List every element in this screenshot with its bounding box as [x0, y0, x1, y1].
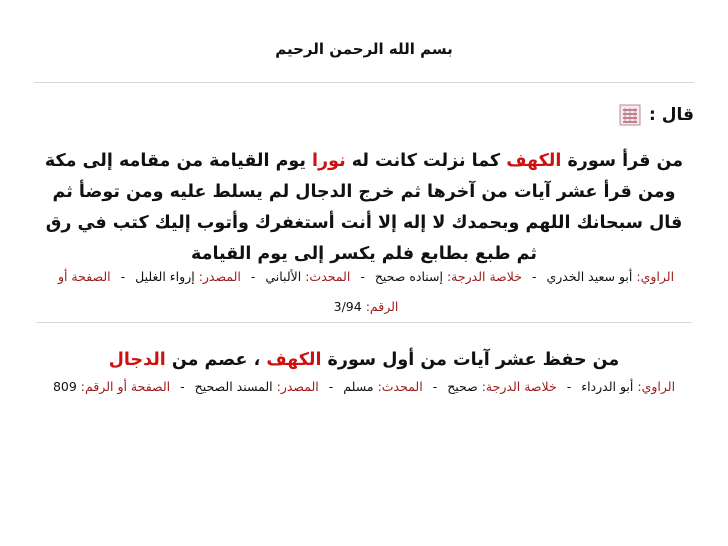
- hadith1-metadata: [50, 262, 682, 322]
- hadith2-part1: من حفظ عشر آيات من أول سورة: [327, 350, 620, 370]
- source-label: المصدر:: [276, 379, 319, 394]
- source-value: المسند الصحيح: [194, 379, 273, 394]
- hadith-text-2: [40, 350, 688, 370]
- hadith1-part3: يوم القيامة من مقامه إلى مكة ومن قرأ عشر آيات من آخرها ثم خرج الدجال لم يسلط عليه ومن توضأ ثم قال سبحانك اللهم وبحمدك لا إله إلا أنت أستغفرك وأتوب إليك كتب في رق ثم طبع بطابع فلم يكسر إلى يوم القيامة: [44, 151, 683, 264]
- separator-dash: -: [531, 269, 537, 284]
- hadith1-keyword-nur: نورا: [312, 151, 346, 171]
- divider-middle: [36, 322, 692, 323]
- separator-dash: -: [120, 269, 126, 284]
- separator-dash: -: [360, 269, 365, 284]
- hadith2-part2: ، عصم من: [171, 350, 261, 370]
- separator-dash: -: [250, 269, 256, 284]
- source-label: المصدر:: [198, 269, 241, 284]
- divider-top: [34, 82, 694, 83]
- grade-label: خلاصة الدرجة:: [481, 379, 557, 394]
- scholar-label: المحدث:: [377, 379, 423, 394]
- separator-dash: -: [328, 379, 334, 394]
- grade-value: إسناده صحيح: [374, 269, 443, 284]
- narrator-label: الراوي:: [637, 379, 676, 394]
- hadith-text-1: [40, 146, 688, 270]
- page-value: 809: [52, 379, 77, 394]
- hadith2-keyword-dajjal: الدجال: [108, 350, 166, 370]
- grade-label: خلاصة الدرجة:: [446, 269, 522, 284]
- basmala-heading: بسم الله الرحمن الرحيم: [275, 40, 453, 58]
- separator-dash: -: [566, 379, 572, 394]
- narrator-value: أبو سعيد الخدري: [546, 269, 633, 284]
- page-label: الصفحة أو الرقم:: [57, 269, 399, 314]
- hadith1-part2: كما نزلت كانت له: [351, 151, 501, 171]
- page-label: الصفحة أو الرقم:: [80, 379, 171, 394]
- hadith1-keyword-kahf: الكهف: [506, 151, 562, 171]
- page-value: 3/94: [333, 299, 362, 314]
- source-value: إرواء الغليل: [135, 269, 195, 284]
- hadith2-metadata: [40, 372, 688, 402]
- hadith2-keyword-kahf: الكهف: [266, 350, 322, 370]
- scholar-label: المحدث:: [305, 269, 351, 284]
- narrator-label: الراوي:: [636, 269, 675, 284]
- separator-dash: -: [432, 379, 438, 394]
- scholar-value: الألباني: [265, 269, 302, 284]
- scholar-value: مسلم: [343, 379, 374, 394]
- intro-label: قال :: [649, 105, 694, 125]
- separator-dash: -: [180, 379, 185, 394]
- narrator-value: أبو الدرداء: [581, 379, 634, 394]
- intro-line: [619, 104, 694, 126]
- grade-value: صحيح: [447, 379, 478, 394]
- prophet-salutation-seal-icon: [619, 104, 641, 126]
- hadith1-part1: من قرأ سورة: [567, 151, 684, 171]
